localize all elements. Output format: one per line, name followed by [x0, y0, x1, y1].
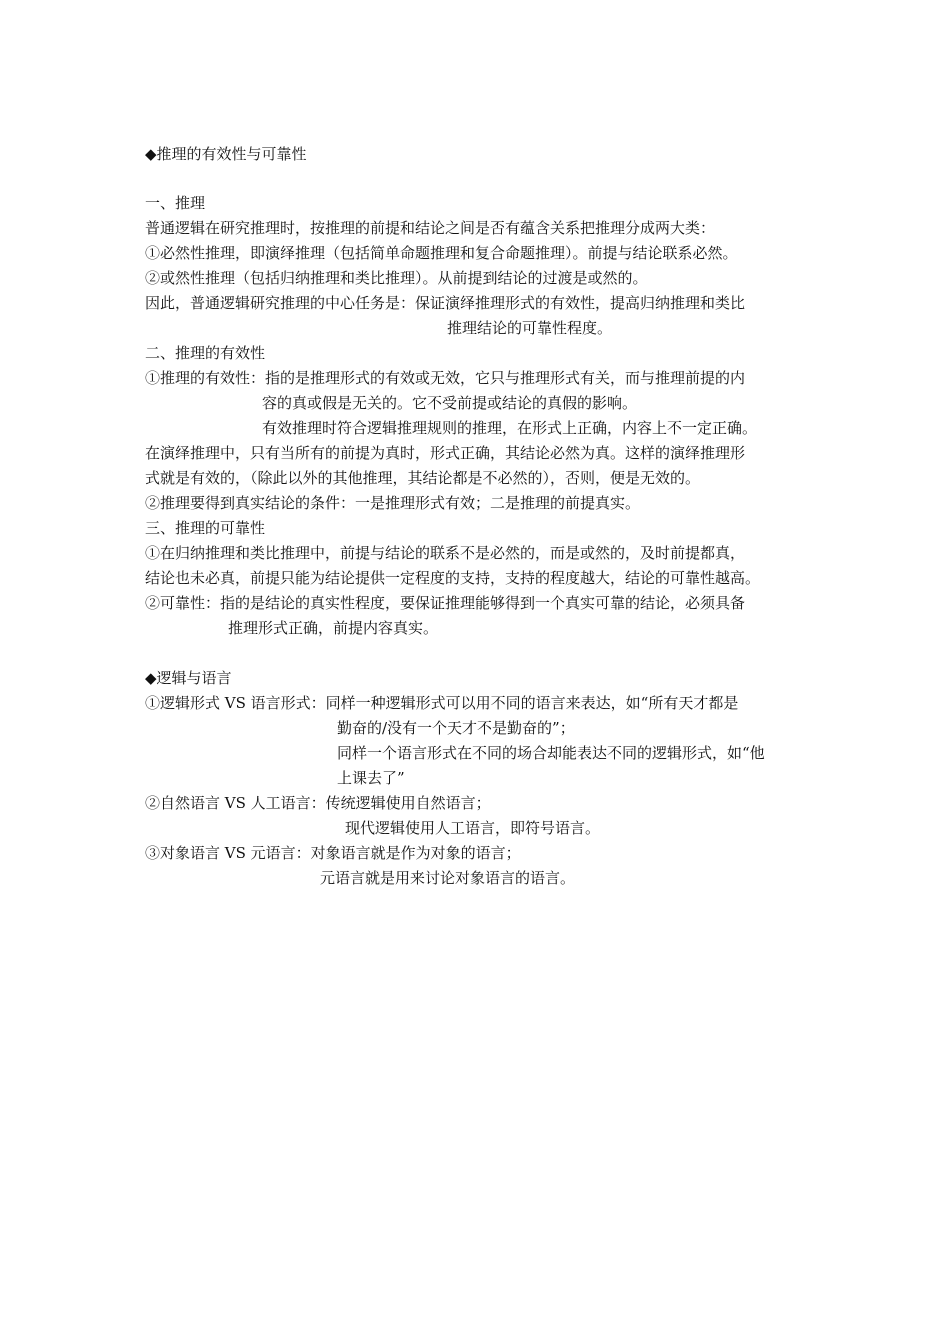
paragraph-line: 式就是有效的，（除此以外的其他推理，其结论都是不必然的），否则，便是无效的。 [145, 469, 701, 487]
paragraph-line: 推理结论的可靠性程度。 [447, 319, 613, 337]
paragraph-line: 推理形式正确，前提内容真实。 [228, 619, 439, 637]
paragraph-line: ①推理的有效性：指的是推理形式的有效或无效，它只与推理形式有关，而与推理前提的内 [145, 369, 746, 387]
heading-reliability: 三、推理的可靠性 [145, 519, 266, 537]
paragraph-line: 结论也未必真，前提只能为结论提供一定程度的支持，支持的程度越大，结论的可靠性越高。 [145, 569, 761, 587]
paragraph-line: 同样一个语言形式在不同的场合却能表达不同的逻辑形式，如“他 [337, 744, 765, 762]
paragraph-line: ①必然性推理，即演绎推理（包括简单命题推理和复合命题推理）。前提与结论联系必然。 [145, 244, 738, 262]
paragraph-line: 勤奋的/没有一个天才不是勤奋的”； [337, 719, 575, 737]
paragraph-line: ②可靠性：指的是结论的真实性程度，要保证推理能够得到一个真实可靠的结论，必须具备 [145, 594, 746, 612]
paragraph-line: 在演绎推理中，只有当所有的前提为真时，形式正确，其结论必然为真。这样的演绎推理形 [145, 444, 746, 462]
paragraph-line: ③对象语言 VS 元语言：对象语言就是作为对象的语言； [145, 844, 521, 862]
paragraph-line: 上课去了” [337, 769, 405, 787]
paragraph-line: 有效推理时符合逻辑推理规则的推理，在形式上正确，内容上不一定正确。 [262, 419, 758, 437]
paragraph-line: 现代逻辑使用人工语言，即符号语言。 [345, 819, 601, 837]
paragraph-line: ②或然性推理（包括归纳推理和类比推理）。从前提到结论的过渡是或然的。 [145, 269, 648, 287]
paragraph-line: 容的真或假是无关的。它不受前提或结论的真假的影响。 [262, 394, 638, 412]
paragraph-line: 因此，普通逻辑研究推理的中心任务是：保证演绎推理形式的有效性，提高归纳推理和类比 [145, 294, 746, 312]
heading-reasoning: 一、推理 [145, 194, 206, 212]
section-title-reasoning: ◆推理的有效性与可靠性 [145, 145, 307, 163]
paragraph-line: ①在归纳推理和类比推理中，前提与结论的联系不是必然的，而是或然的，及时前提都真， [145, 544, 746, 562]
paragraph-line: ①逻辑形式 VS 语言形式：同样一种逻辑形式可以用不同的语言来表达，如“所有天才都是 [145, 694, 739, 712]
paragraph-line: ②推理要得到真实结论的条件：一是推理形式有效；二是推理的前提真实。 [145, 494, 641, 512]
paragraph-line: ②自然语言 VS 人工语言：传统逻辑使用自然语言； [145, 794, 491, 812]
paragraph-line: 元语言就是用来讨论对象语言的语言。 [320, 869, 576, 887]
section-title-logic-language: ◆逻辑与语言 [145, 669, 232, 687]
heading-validity: 二、推理的有效性 [145, 344, 266, 362]
paragraph-line: 普通逻辑在研究推理时，按推理的前提和结论之间是否有蕴含关系把推理分成两大类： [145, 219, 716, 237]
